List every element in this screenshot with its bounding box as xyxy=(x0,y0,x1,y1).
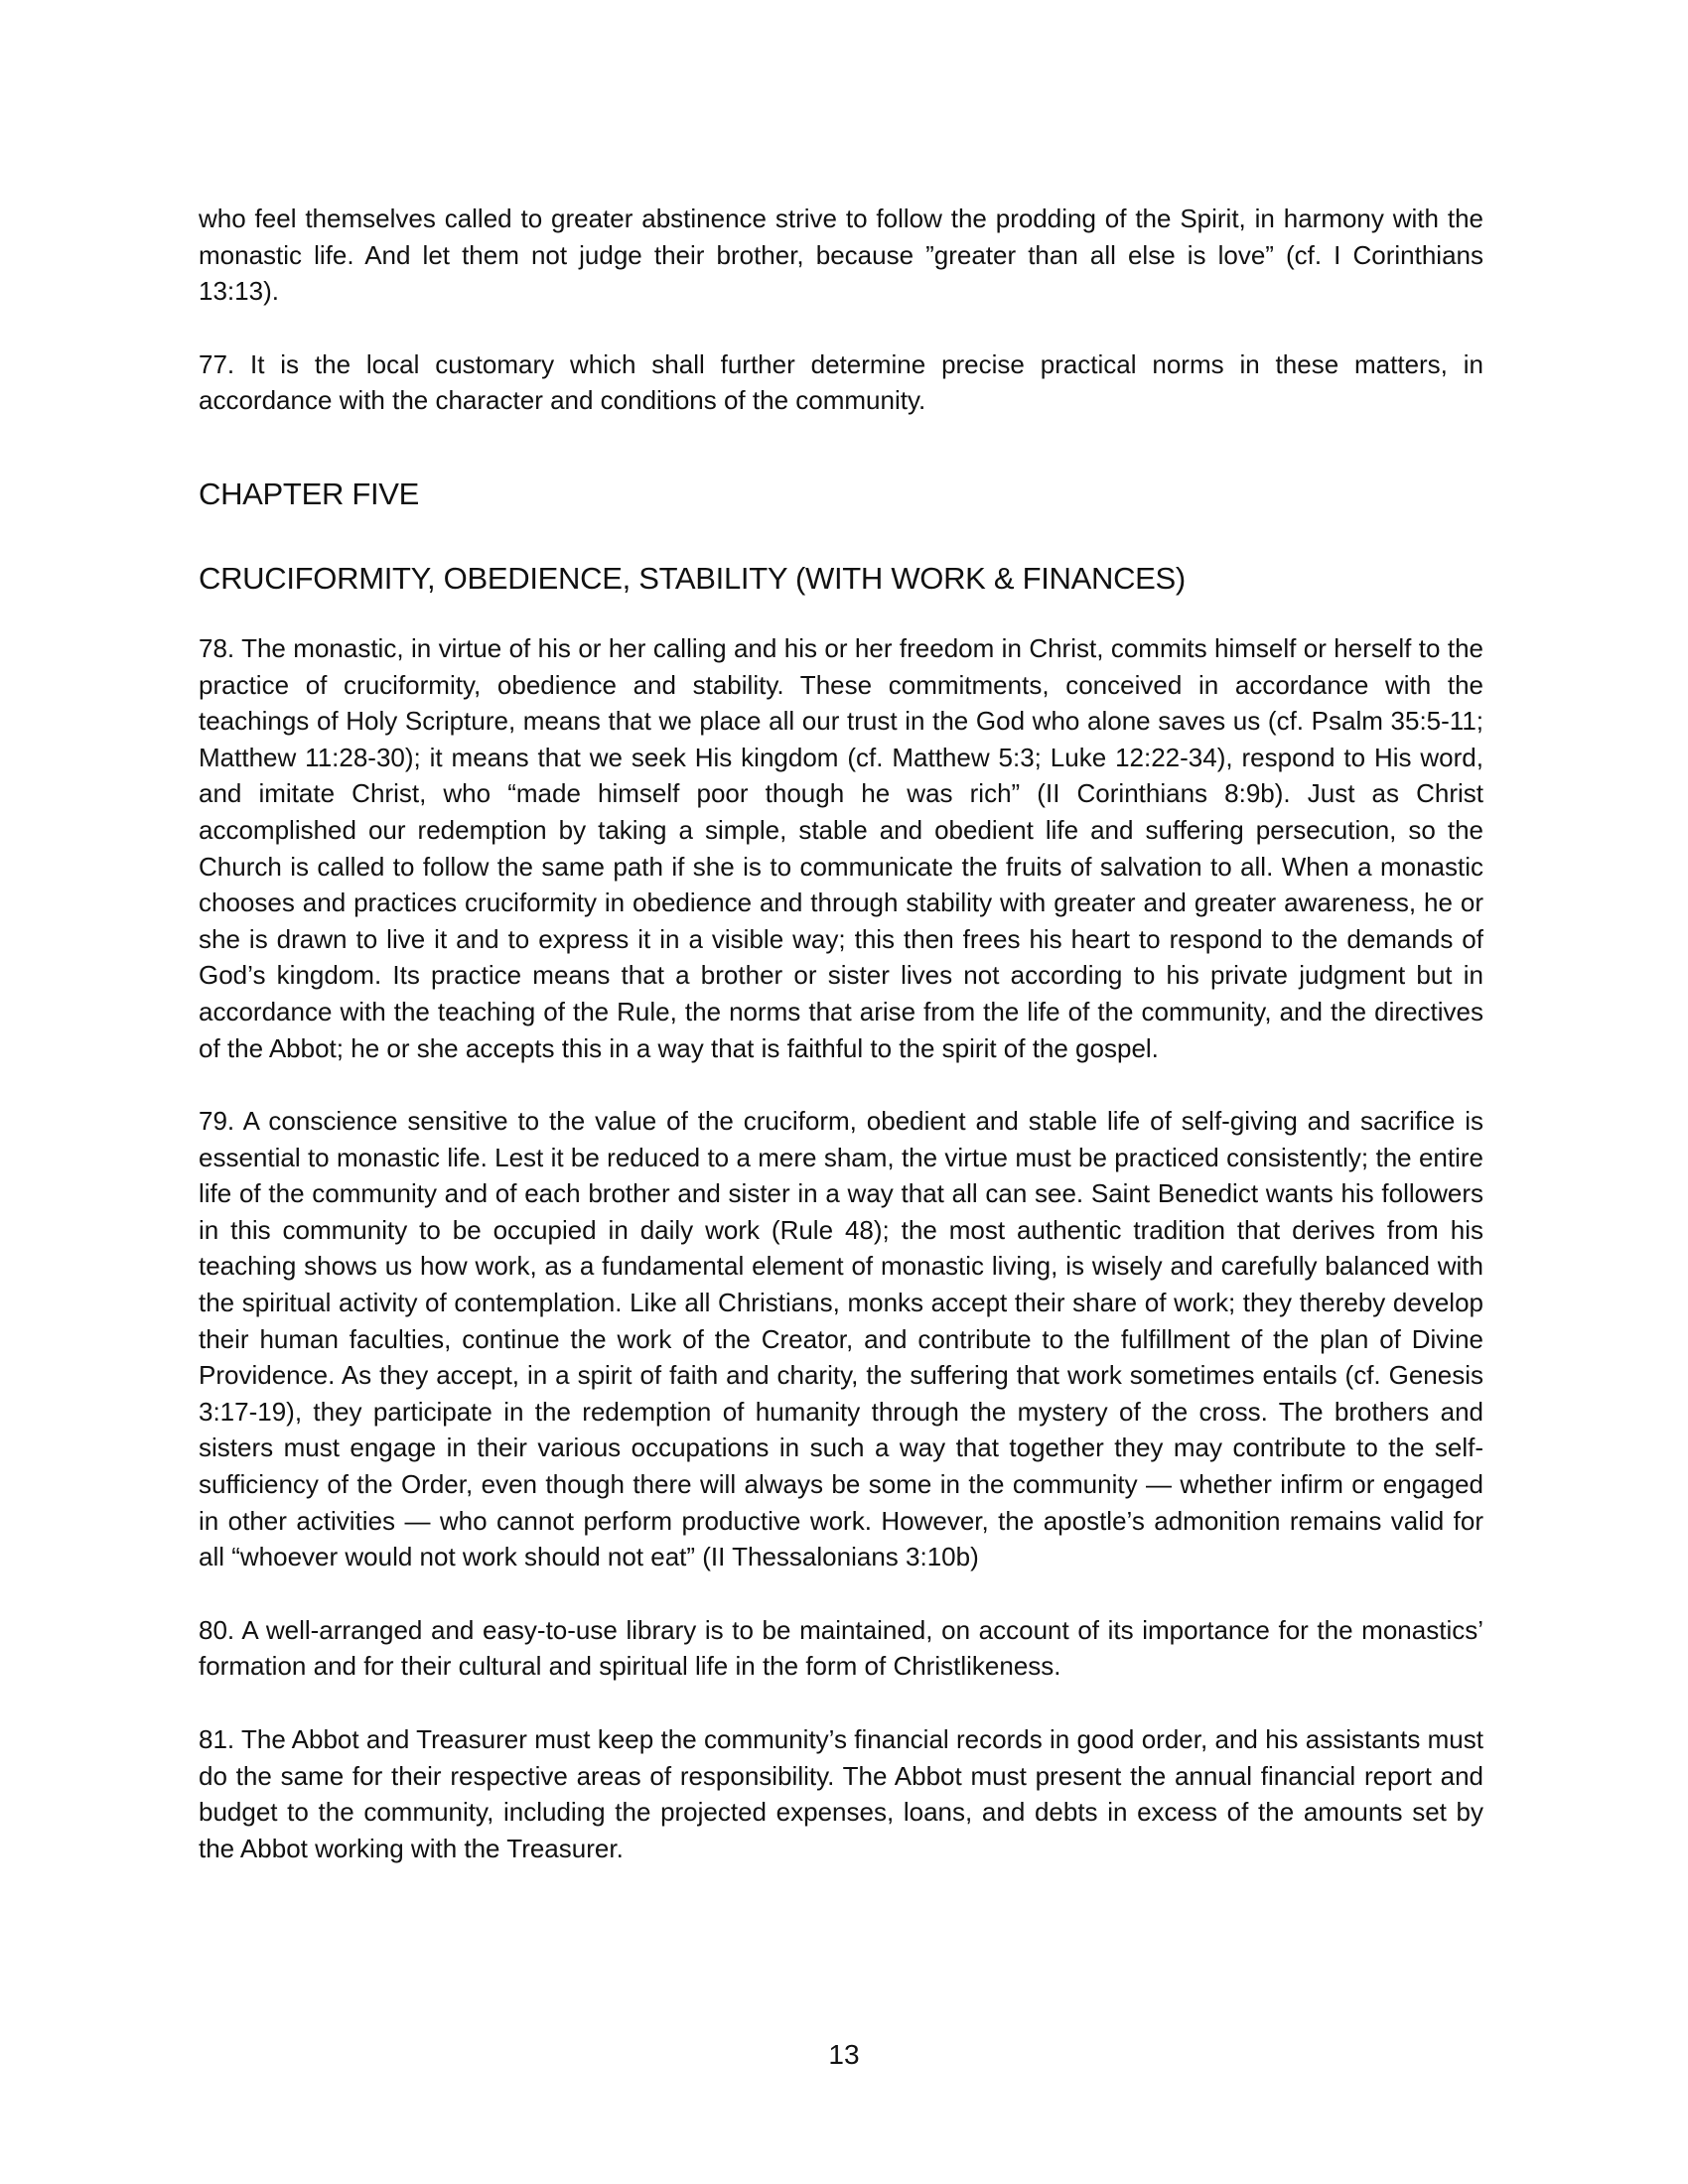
paragraph-79 xyxy=(199,1103,1483,1575)
page-number: 13 xyxy=(828,2039,860,2070)
paragraph-text: The Abbot and Treasurer must keep the community’s financial records in good order, and his assistants must do the same for their respective areas of responsibility. The Abbot must present the annual financial report and budget to the community, including the projected expenses, loans, and debts in excess of the amounts set by the Abbot working with the Treasurer. xyxy=(199,1724,1483,1863)
paragraph-spacer xyxy=(199,1685,1483,1721)
document-page xyxy=(199,201,1483,1866)
paragraph-number: 78. xyxy=(199,632,235,663)
paragraph-spacer xyxy=(199,1066,1483,1103)
paragraph-77 xyxy=(199,346,1483,419)
paragraph-78 xyxy=(199,630,1483,1066)
paragraph-number: 81. xyxy=(199,1724,235,1754)
paragraph-text: A conscience sensitive to the value of the cruciform, obedient and stable life of self-giving and sacrifice is essential to monastic life. Lest it be reduced to a mere sham, the virtue must be practiced consistently; the entire life of the community and of each brother and sister in a way that all can see. Saint Benedict wants his followers in this community to be occupied in daily work (Rule 48); the most authentic tradition that derives from his teaching shows us how work, as a fundamental element of monastic living, is wisely and carefully balanced with the spiritual activity of contemplation. Like all Christians, monks accept their share of work; they thereby develop their human faculties, continue the work of the Creator, and contribute to the fulfillment of the plan of Divine Providence. As they accept, in a spirit of faith and charity, the suffering that work sometimes entails (cf. Genesis 3:17-19), they participate in the redemption of humanity through the mystery of the cross. The brothers and sisters must engage in their various occupations in such a way that together they may contribute to the self-sufficiency of the Order, even though there will always be some in the community — whether infirm or engaged in other activities — who cannot perform productive work. However, the apostle’s admonition remains valid for all “whoever would not work should not eat” (II Thessalonians 3:10b) xyxy=(199,1106,1483,1572)
chapter-heading: CHAPTER FIVE xyxy=(199,476,420,511)
paragraph-number: 79. xyxy=(199,1106,235,1137)
paragraph-spacer xyxy=(199,310,1483,346)
paragraph-number: 80. xyxy=(199,1614,235,1645)
paragraph-text: The monastic, in virtue of his or her calling and his or her freedom in Christ, commits himself or herself to the practice of cruciformity, obedience and stability. These commitments, conceived in accordance with the teachings of Holy Scripture, means that we place all our trust in the God who alone saves us (cf. Psalm 35:5-11; Matthew 11:28-30); it means that we seek His kingdom (cf. Matthew 5:3; Luke 12:22-34), respond to His word, and imitate Christ, who “made himself poor though he was rich” (II Corinthians 8:9b). Just as Christ accomplished our redemption by taking a simple, stable and obedient life and suffering persecution, so the Church is called to follow the same path if she is to communicate the fruits of salvation to all. When a monastic chooses and practices cruciformity in obedience and through stability with greater and greater awareness, he or she is drawn to live it and to express it in a visible way; this then frees his heart to respond to the demands of God’s kingdom. Its practice means that a brother or sister lives not according to his private judgment but in accordance with the teaching of the Rule, the norms that arise from the life of the community, and the directives of the Abbot; he or she accepts this in a way that is faithful to the spirit of the gospel. xyxy=(199,632,1483,1063)
paragraph-number: 77 xyxy=(199,348,227,379)
paragraph-spacer xyxy=(199,1575,1483,1612)
paragraph-81 xyxy=(199,1721,1483,1866)
paragraph-text: A well-arranged and easy-to-use library is to be maintained, on account of its importance for the monastics’ formation and for their cultural and spiritual life in the form of Christlikeness. xyxy=(199,1614,1483,1682)
paragraph-80 xyxy=(199,1612,1483,1685)
chapter-title: CRUCIFORMITY, OBEDIENCE, STABILITY (WITH WORK & FINANCES) xyxy=(199,560,1186,596)
paragraph-text: . It is the local customary which shall further determine precise practical norms in these matters, in accordance with the character and conditions of the community. xyxy=(199,348,1483,416)
paragraph-76-continued: who feel themselves called to greater abstinence strive to follow the prodding of the Spirit, in harmony with the monastic life. And let them not judge their brother, because ”greater than all else is love” (cf. I Corinthians 13:13). xyxy=(199,204,1483,307)
